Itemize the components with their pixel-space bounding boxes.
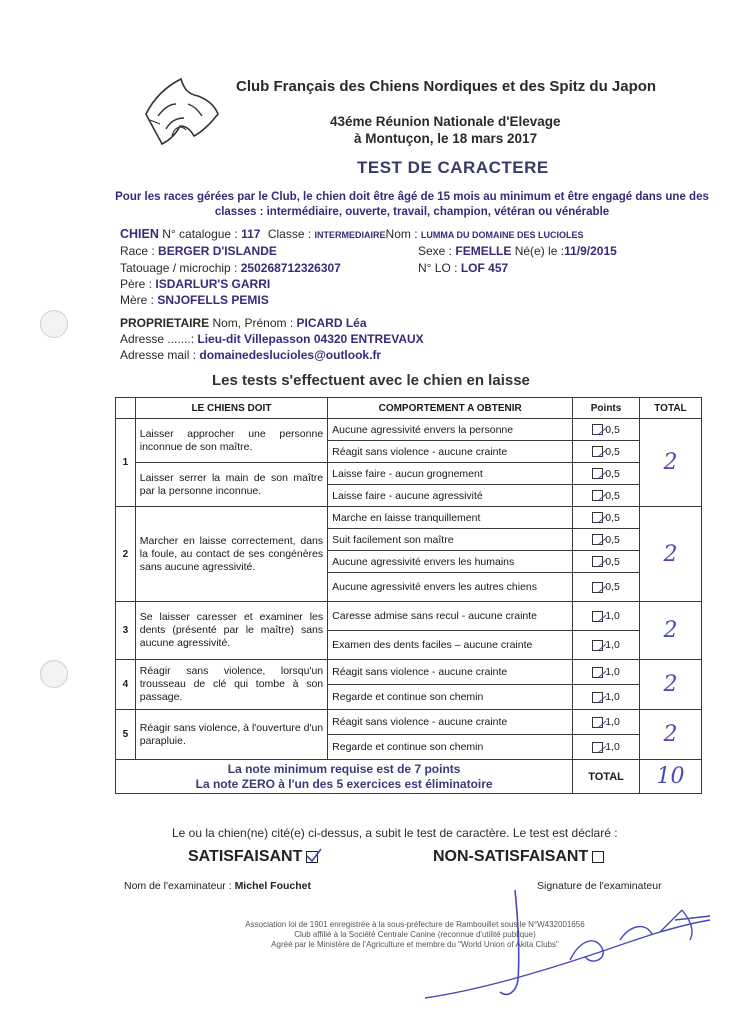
tatouage-value: 250268712326307 bbox=[240, 261, 341, 275]
points-cell bbox=[573, 660, 640, 685]
adresse-label: Adresse .......: bbox=[120, 332, 195, 346]
points-value: 0,5 bbox=[605, 533, 620, 546]
points-cell bbox=[573, 602, 640, 631]
points-checkbox[interactable] bbox=[592, 534, 603, 545]
race-value: BERGER D'ISLANDE bbox=[158, 244, 277, 258]
owner-nom-value: PICARD Léa bbox=[296, 316, 367, 330]
sexe-value: FEMELLE bbox=[455, 244, 512, 258]
ne-value: 11/9/2015 bbox=[564, 244, 617, 258]
points-value: 1,0 bbox=[605, 610, 620, 622]
declared-text: Le ou la chien(ne) cité(e) ci-dessus, a subit le test de caractère. Le test est déclaré : bbox=[172, 826, 618, 840]
assoc-line-2: Club affilié à la Société Centrale Canine (reconnue d'utilité publique) bbox=[294, 930, 536, 939]
table-row bbox=[116, 419, 702, 441]
owner-nom-label: Nom, Prénom : bbox=[212, 316, 294, 330]
exercise-task: Laisser serrer la main de son maître par la personne inconnue. bbox=[135, 463, 327, 507]
non-satisfaisant-checkbox[interactable] bbox=[592, 851, 604, 863]
header-dog: LE CHIENS DOIT bbox=[135, 398, 327, 419]
points-value: 0,5 bbox=[605, 445, 620, 458]
points-checkbox[interactable] bbox=[592, 717, 603, 728]
points-cell bbox=[573, 551, 640, 573]
exercise-number: 2 bbox=[116, 507, 136, 602]
points-cell bbox=[573, 441, 640, 463]
points-checkbox[interactable] bbox=[592, 512, 603, 523]
examiner-signature-icon bbox=[420, 880, 720, 1010]
catalogue-value: 117 bbox=[241, 227, 261, 241]
exercise-number: 5 bbox=[116, 710, 136, 760]
check-mark-icon bbox=[306, 848, 322, 862]
exercise-number: 4 bbox=[116, 660, 136, 710]
table-header-row bbox=[116, 398, 702, 419]
pere-line bbox=[120, 277, 270, 291]
points-checkbox[interactable] bbox=[592, 446, 603, 457]
owner-line bbox=[120, 316, 367, 330]
exercise-task: Réagir sans violence, à l'ouverture d'un parapluie. bbox=[135, 710, 327, 760]
exercise-total: 2 bbox=[639, 602, 701, 660]
expected-behavior: Aucune agressivité envers les humains bbox=[328, 551, 573, 573]
table-row bbox=[116, 507, 702, 529]
satisfaisant-option[interactable] bbox=[188, 848, 318, 866]
assoc-line-3: Agréé par le Ministère de l'Agriculture et membre du "World Union of Akita Clubs" bbox=[271, 940, 559, 949]
header-behavior: COMPORTEMENT A OBTENIR bbox=[328, 398, 573, 419]
exercise-total: 2 bbox=[639, 660, 701, 710]
points-checkbox[interactable] bbox=[592, 424, 603, 435]
tests-title: Les tests s'effectuent avec le chien en laisse bbox=[212, 372, 530, 389]
pere-value: ISDARLUR'S GARRI bbox=[155, 277, 271, 291]
points-checkbox[interactable] bbox=[592, 611, 603, 622]
exercise-task: Laisser approcher une personne inconnue de son maître. bbox=[135, 419, 327, 463]
note-zero: La note ZERO à l'un des 5 exercices est éliminatoire bbox=[195, 776, 493, 791]
points-cell bbox=[573, 573, 640, 602]
expected-behavior: Regarde et continue son chemin bbox=[328, 735, 573, 760]
exercise-number: 3 bbox=[116, 602, 136, 660]
points-checkbox[interactable] bbox=[592, 582, 603, 593]
adresse-line bbox=[120, 332, 424, 346]
table-footer-row bbox=[116, 760, 702, 794]
nom-label: Nom : bbox=[385, 227, 418, 241]
sexe-label: Sexe : bbox=[418, 244, 453, 258]
points-value: 0,5 bbox=[605, 489, 620, 502]
expected-behavior: Réagit sans violence - aucune crainte bbox=[328, 441, 573, 463]
points-checkbox[interactable] bbox=[592, 468, 603, 479]
classe-value: INTERMEDIAIRE bbox=[314, 230, 386, 240]
lo-label: N° LO : bbox=[418, 261, 458, 275]
dog-line-1 bbox=[120, 227, 584, 241]
club-name: Club Français des Chiens Nordiques et des Spitz du Japon bbox=[236, 78, 657, 95]
mere-value: SNJOFELLS PEMIS bbox=[157, 293, 269, 307]
points-value: 0,5 bbox=[605, 555, 620, 568]
signature-label: Signature de l'examinateur bbox=[537, 880, 662, 892]
points-cell bbox=[573, 631, 640, 660]
pere-label: Père : bbox=[120, 277, 153, 291]
grand-total: 10 bbox=[639, 760, 701, 794]
nom-value: LUMMA DU DOMAINE DES LUCIOLES bbox=[420, 230, 584, 240]
points-cell bbox=[573, 419, 640, 441]
mere-label: Mère : bbox=[120, 293, 155, 307]
total-label: TOTAL bbox=[573, 760, 640, 794]
exercise-total: 2 bbox=[639, 507, 701, 602]
points-checkbox[interactable] bbox=[592, 556, 603, 567]
points-cell bbox=[573, 507, 640, 529]
expected-behavior: Regarde et continue son chemin bbox=[328, 685, 573, 710]
expected-behavior: Laisse faire - aucune agressivité bbox=[328, 485, 573, 507]
points-cell bbox=[573, 735, 640, 760]
tests-table bbox=[115, 397, 702, 794]
points-value: 1,0 bbox=[605, 691, 620, 703]
expected-behavior: Aucune agressivité envers les autres chiens bbox=[328, 573, 573, 602]
mere-line bbox=[120, 293, 269, 307]
expected-behavior: Suit facilement son maître bbox=[328, 529, 573, 551]
points-value: 1,0 bbox=[605, 741, 620, 753]
assoc-line-1: Association loi de 1901 enregistrée à la sous-préfecture de Rambouillet sous le N°W432001656 bbox=[245, 920, 585, 929]
intro-text: Pour les races gérées par le Club, le chien doit être âgé de 15 mois au minimum et être engagé dans une des classes : intermédiaire, ouverte, travail, champion, vétéran ou vénérable bbox=[115, 191, 709, 218]
event-info bbox=[330, 113, 561, 147]
exercise-total: 2 bbox=[639, 710, 701, 760]
points-checkbox[interactable] bbox=[592, 640, 603, 651]
exercise-task: Se laisser caresser et examiner les dents (présenté par le maître) sans aucune agressivité. bbox=[135, 602, 327, 660]
points-cell bbox=[573, 485, 640, 507]
club-logo-icon bbox=[136, 74, 226, 154]
points-value: 1,0 bbox=[605, 716, 620, 728]
proprietaire-label: PROPRIETAIRE bbox=[120, 316, 210, 330]
table-row bbox=[116, 710, 702, 735]
header-total: TOTAL bbox=[639, 398, 701, 419]
expected-behavior: Aucune agressivité envers la personne bbox=[328, 419, 573, 441]
examiner-value: Michel Fouchet bbox=[234, 880, 311, 892]
points-cell bbox=[573, 463, 640, 485]
non-satisfaisant-option[interactable] bbox=[433, 848, 604, 866]
race-label: Race : bbox=[120, 244, 155, 258]
lo-line bbox=[418, 261, 508, 275]
event-line-2: à Montuçon, le 18 mars 2017 bbox=[354, 131, 538, 146]
exercise-number: 1 bbox=[116, 419, 136, 507]
table-row bbox=[116, 463, 702, 485]
tatouage-line bbox=[120, 261, 341, 275]
header-num bbox=[116, 398, 136, 419]
expected-behavior: Marche en laisse tranquillement bbox=[328, 507, 573, 529]
tatouage-label: Tatouage / microchip : bbox=[120, 261, 238, 275]
lo-value: LOF 457 bbox=[460, 261, 509, 275]
test-title: TEST DE CARACTERE bbox=[357, 158, 549, 177]
binder-hole bbox=[40, 310, 68, 338]
adresse-value: Lieu-dit Villepasson 04320 ENTREVAUX bbox=[197, 332, 424, 346]
non-satisfaisant-label: NON-SATISFAISANT bbox=[433, 848, 589, 865]
expected-behavior: Réagit sans violence - aucune crainte bbox=[328, 710, 573, 735]
header-points: Points bbox=[573, 398, 640, 419]
exercise-total: 2 bbox=[639, 419, 701, 507]
points-checkbox[interactable] bbox=[592, 742, 603, 753]
mail-line bbox=[120, 348, 381, 362]
exercise-task: Marcher en laisse correctement, dans la foule, au contact de ses congénères sans aucune agressivité. bbox=[135, 507, 327, 602]
table-footnote bbox=[116, 760, 573, 794]
expected-behavior: Caresse admise sans recul - aucune crainte bbox=[328, 602, 573, 631]
expected-behavior: Laisse faire - aucun grognement bbox=[328, 463, 573, 485]
points-value: 0,5 bbox=[605, 511, 620, 524]
examiner-label: Nom de l'examinateur : bbox=[124, 880, 232, 892]
satisfaisant-label: SATISFAISANT bbox=[188, 848, 303, 865]
points-value: 0,5 bbox=[605, 423, 620, 436]
binder-hole bbox=[40, 660, 68, 688]
sexe-line bbox=[418, 244, 617, 258]
examiner-line bbox=[124, 880, 311, 892]
exercise-task: Réagir sans violence, lorsqu'un trousseau de clé qui tombe à son passage. bbox=[135, 660, 327, 710]
catalogue-label: N° catalogue : bbox=[162, 227, 238, 241]
expected-behavior: Examen des dents faciles – aucune crainte bbox=[328, 631, 573, 660]
satisfaisant-checkbox[interactable] bbox=[306, 851, 318, 863]
note-min: La note minimum requise est de 7 points bbox=[227, 761, 461, 776]
points-checkbox[interactable] bbox=[592, 490, 603, 501]
ne-label: Né(e) le : bbox=[514, 244, 565, 258]
mail-value: domainedeslucioles@outlook.fr bbox=[199, 348, 382, 362]
points-value: 0,5 bbox=[605, 581, 620, 593]
points-cell bbox=[573, 529, 640, 551]
points-value: 1,0 bbox=[605, 639, 620, 651]
points-value: 0,5 bbox=[605, 467, 620, 480]
points-value: 1,0 bbox=[605, 666, 620, 678]
points-checkbox[interactable] bbox=[592, 667, 603, 678]
mail-label: Adresse mail : bbox=[120, 348, 197, 362]
table-row bbox=[116, 602, 702, 631]
expected-behavior: Réagit sans violence - aucune crainte bbox=[328, 660, 573, 685]
points-cell bbox=[573, 710, 640, 735]
classe-label: Classe : bbox=[267, 227, 312, 241]
race-line bbox=[120, 244, 277, 258]
chien-label: CHIEN bbox=[120, 227, 159, 241]
points-checkbox[interactable] bbox=[592, 692, 603, 703]
event-line-1: 43éme Réunion Nationale d'Elevage bbox=[330, 114, 561, 129]
table-row bbox=[116, 660, 702, 685]
points-cell bbox=[573, 685, 640, 710]
